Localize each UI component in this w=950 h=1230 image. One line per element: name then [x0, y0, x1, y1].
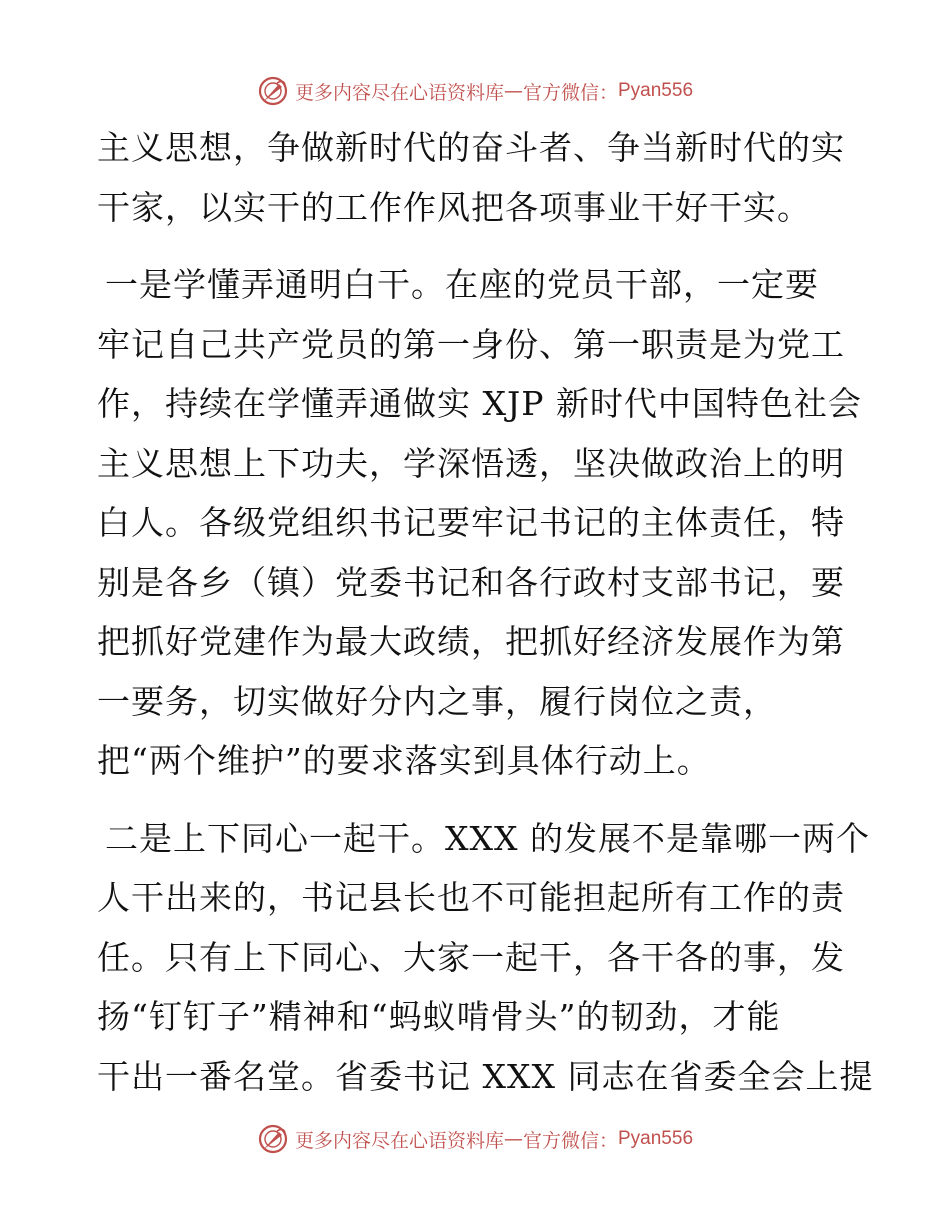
text-line: 任。只有上下同心、大家一起干，各干各的事，发 — [97, 937, 845, 977]
document-body — [97, 118, 874, 1106]
watermark-slogan: 更多内容尽在心语资料库 — [294, 81, 504, 104]
watermark-account: Pyan556 — [618, 80, 694, 101]
text-line: 二是上下同心一起干。XXX 的发展不是靠哪一两个 — [105, 818, 870, 858]
red-quill-logo-icon — [257, 1123, 289, 1155]
paragraph-3 — [97, 809, 874, 1107]
text-line: 把抓好党建作为最大政绩，把抓好经济发展作为第 — [97, 622, 845, 661]
watermark-contact-label: 官方微信： — [522, 81, 618, 104]
text-line: 牢记自己共产党员的第一身份、第一职责是为党工 — [97, 324, 845, 364]
text-line: 作，持续在学懂弄通做实 XJP 新时代中国特色社会 — [97, 384, 862, 423]
watermark-account: Pyan556 — [618, 1128, 694, 1149]
text-line: 主义思想，争做新时代的奋斗者、争当新时代的实 — [97, 128, 845, 167]
text-line: 干出一番名堂。省委书记 XXX 同志在省委全会上提 — [97, 1056, 874, 1096]
text-line: 把“两个维护”的要求落实到具体行动上。 — [97, 741, 711, 780]
watermark-slogan: 更多内容尽在心语资料库 — [294, 1129, 504, 1152]
text-line: 干家，以实干的工作作风把各项事业干好干实。 — [97, 187, 811, 227]
text-line: 一是学懂弄通明白干。在座的党员干部，一定要 — [105, 265, 819, 304]
paragraph-gap — [97, 237, 853, 255]
paragraph-1 — [97, 118, 853, 237]
text-line: 别是各乡（镇）党委书记和各行政村支部书记，要 — [97, 562, 845, 602]
watermark-contact-label: 官方微信： — [522, 1129, 618, 1152]
footer-watermark — [0, 1119, 950, 1159]
text-line: 主义思想上下功夫，学深悟透，坚决做政治上的明 — [97, 443, 845, 483]
paragraph-2 — [97, 255, 862, 791]
text-line: 白人。各级党组织书记要牢记书记的主体责任，特 — [97, 503, 845, 542]
header-watermark — [0, 71, 950, 111]
text-line: 一要务，切实做好分内之事，履行岗位之责， — [97, 681, 777, 721]
paragraph-gap — [97, 791, 853, 809]
watermark-separator: — — [503, 1128, 523, 1150]
watermark-separator: — — [503, 80, 523, 102]
text-line: 人干出来的，书记县长也不可能担起所有工作的责 — [97, 878, 845, 917]
red-quill-logo-icon — [257, 75, 289, 107]
text-line: 扬“钉钉子”精神和“蚂蚁啃骨头”的韧劲，才能 — [97, 997, 781, 1036]
